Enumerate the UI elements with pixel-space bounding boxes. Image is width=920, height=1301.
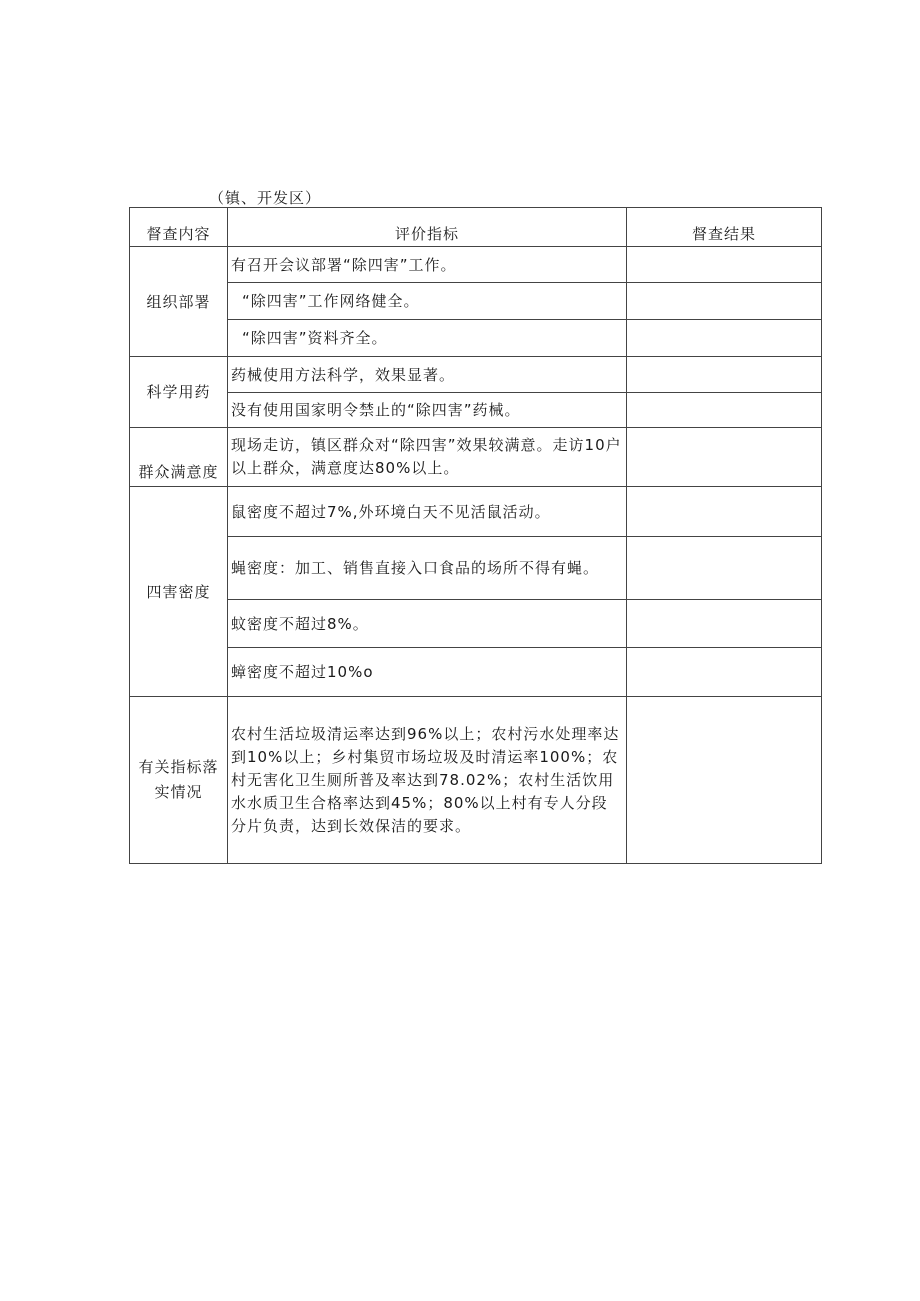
form-heading bbox=[145, 187, 321, 208]
indicator-cell: 药械使用方法科学，效果显著。 bbox=[228, 357, 627, 393]
table-row bbox=[130, 487, 822, 537]
indicator-cell: 农村生活垃圾清运率达到96%以上；农村污水处理率达到10%以上；乡村集贸市场垃圾及时清运率100%；农村无害化卫生厕所普及率达到78.02%；农村生活饮用水水质卫生合格率达到45%；80%以上村有专人分段分片负责，达到长效保洁的要求。 bbox=[228, 697, 627, 864]
table-row bbox=[130, 648, 822, 697]
indicator-cell: “除四害”资料齐全。 bbox=[228, 320, 627, 357]
table-row bbox=[130, 428, 822, 487]
heading-blank-line bbox=[145, 193, 207, 208]
table-row bbox=[130, 247, 822, 283]
result-cell[interactable] bbox=[627, 697, 822, 864]
indicator-cell: “除四害”工作网络健全。 bbox=[228, 283, 627, 320]
indicator-cell: 蚊密度不超过8%。 bbox=[228, 600, 627, 648]
result-cell[interactable] bbox=[627, 537, 822, 600]
header-category: 督查内容 bbox=[130, 208, 228, 247]
header-indicator: 评价指标 bbox=[228, 208, 627, 247]
result-cell[interactable] bbox=[627, 357, 822, 393]
result-cell[interactable] bbox=[627, 648, 822, 697]
header-result: 督查结果 bbox=[627, 208, 822, 247]
result-cell[interactable] bbox=[627, 600, 822, 648]
table-row bbox=[130, 357, 822, 393]
result-cell[interactable] bbox=[627, 283, 822, 320]
inspection-table bbox=[129, 207, 822, 864]
indicator-cell: 鼠密度不超过7%,外环境白天不见活鼠活动。 bbox=[228, 487, 627, 537]
table-row bbox=[130, 320, 822, 357]
result-cell[interactable] bbox=[627, 487, 822, 537]
table-row bbox=[130, 697, 822, 864]
category-cell: 组织部署 bbox=[130, 247, 228, 357]
result-cell[interactable] bbox=[627, 247, 822, 283]
table-row bbox=[130, 283, 822, 320]
indicator-cell: 现场走访，镇区群众对“除四害”效果较满意。走访10户以上群众，满意度达80%以上。 bbox=[228, 428, 627, 487]
indicator-cell: 有召开会议部署“除四害”工作。 bbox=[228, 247, 627, 283]
table-row bbox=[130, 600, 822, 648]
category-cell: 有关指标落实情况 bbox=[130, 697, 228, 864]
indicator-cell: 蟑密度不超过10%o bbox=[228, 648, 627, 697]
table-row bbox=[130, 393, 822, 428]
indicator-cell: 没有使用国家明令禁止的“除四害”药械。 bbox=[228, 393, 627, 428]
result-cell[interactable] bbox=[627, 428, 822, 487]
indicator-cell: 蝇密度：加工、销售直接入口食品的场所不得有蝇。 bbox=[228, 537, 627, 600]
heading-suffix: （镇、开发区） bbox=[209, 189, 322, 207]
header-row bbox=[130, 208, 822, 247]
table-row bbox=[130, 537, 822, 600]
category-cell: 群众满意度 bbox=[130, 428, 228, 487]
category-cell: 四害密度 bbox=[130, 487, 228, 697]
result-cell[interactable] bbox=[627, 393, 822, 428]
result-cell[interactable] bbox=[627, 320, 822, 357]
category-cell: 科学用药 bbox=[130, 357, 228, 428]
